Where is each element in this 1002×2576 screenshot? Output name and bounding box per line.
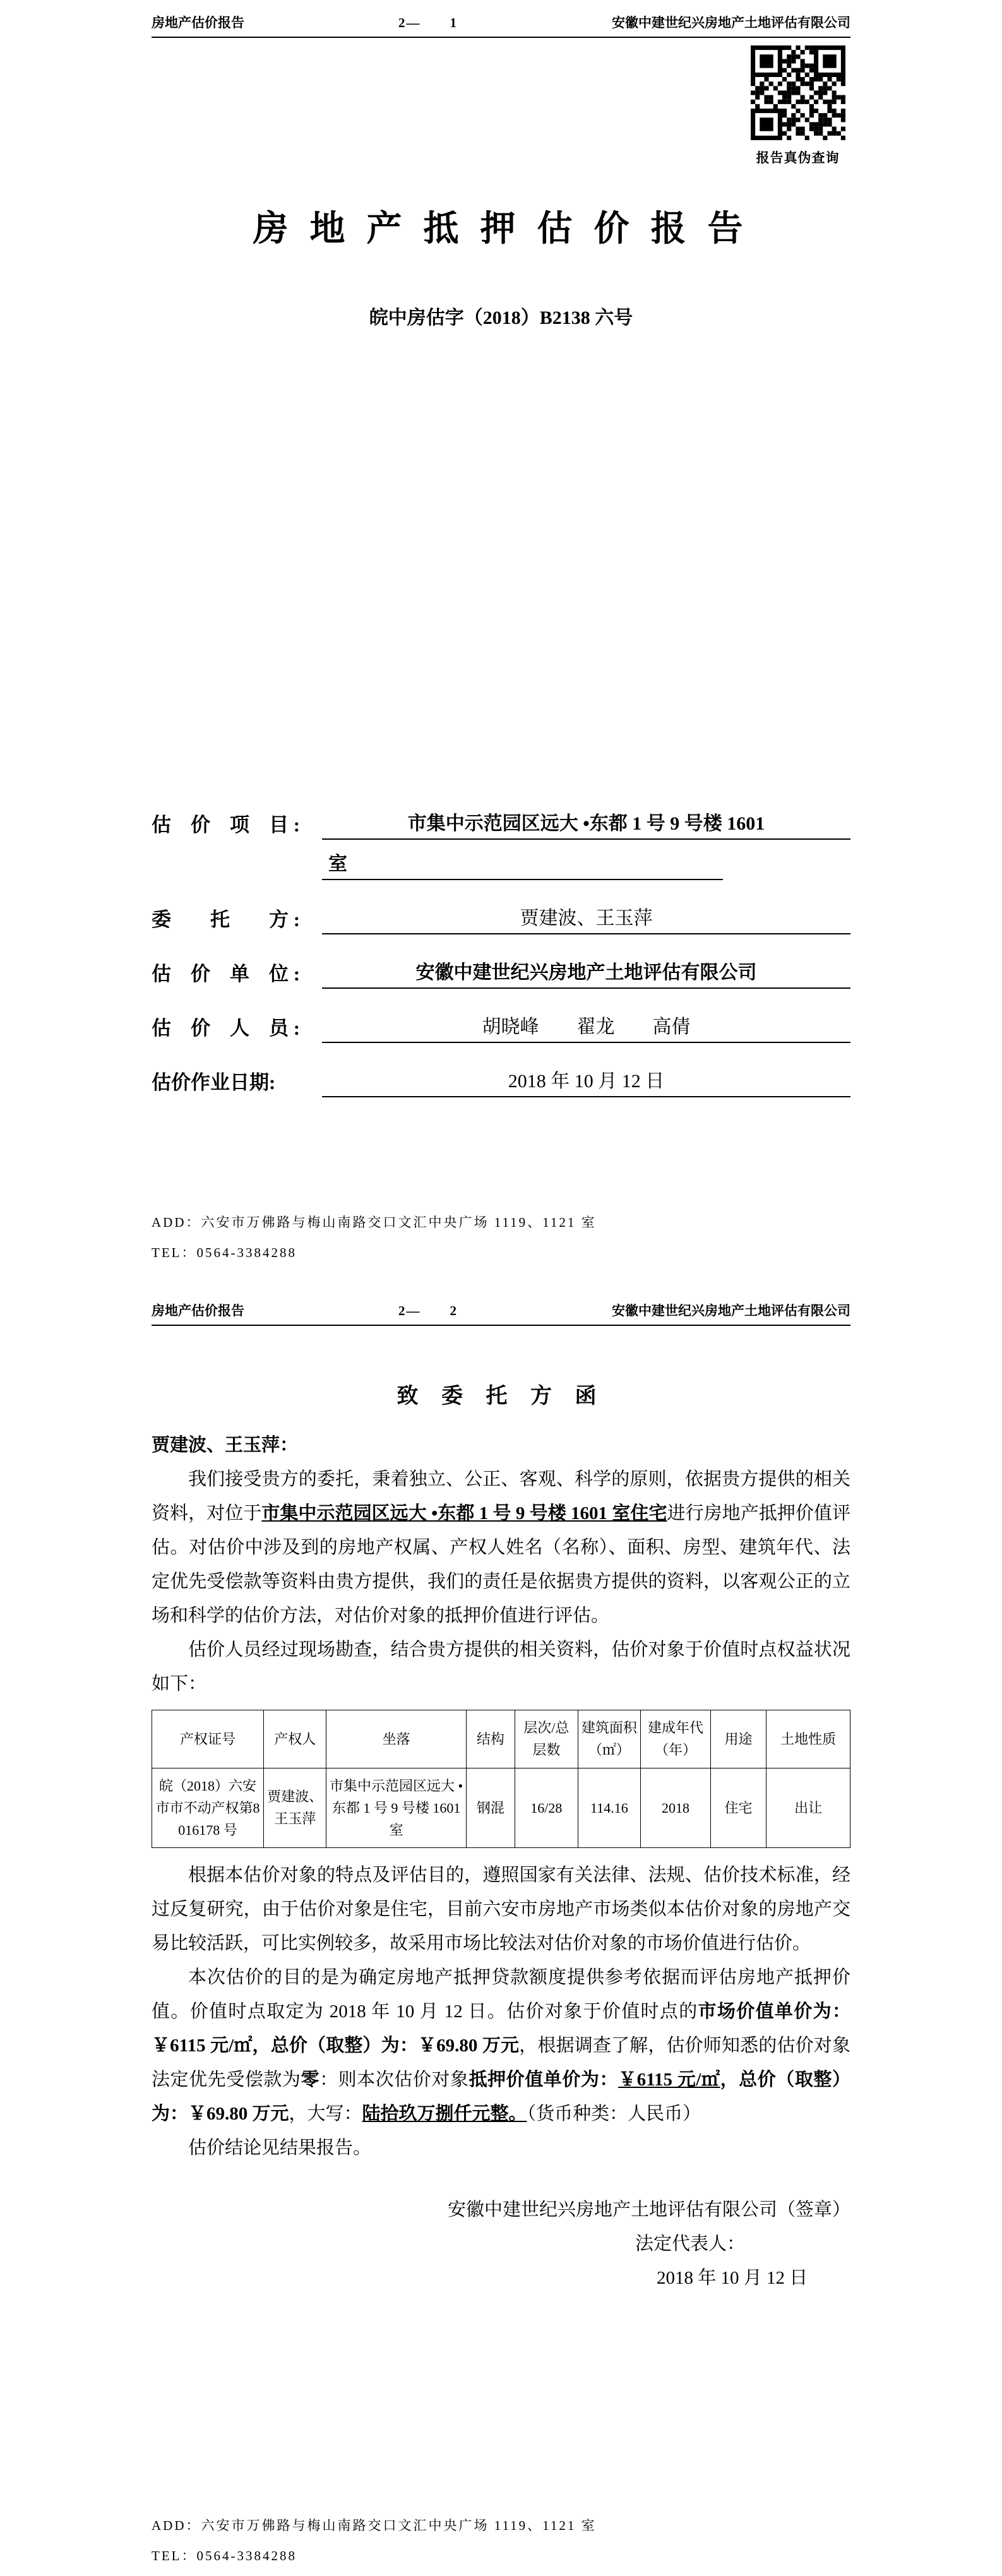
cell-land-nature: 出让 (766, 1768, 850, 1848)
cell-year-built: 2018 (641, 1768, 711, 1848)
col-header: 层次/总层数 (515, 1710, 578, 1768)
table-header-row (152, 1710, 850, 1768)
letter-title: 致 委 托 方 函 (397, 1385, 605, 1408)
cover-form (152, 809, 850, 1121)
mortgage-unit-price-value: ￥6115 元/㎡ (618, 2070, 720, 2090)
header-doc-type: 房地产估价报告 (152, 1303, 244, 1318)
page-footer (152, 1207, 850, 1268)
header-company-name: 安徽中建世纪兴房地产土地评估有限公司 (612, 15, 850, 30)
footer-address: ADD：六安市万佛路与梅山南路交口文汇中央广场 1119、1121 室 (152, 2518, 597, 2533)
field-staff-value: 胡晓峰 翟龙 高倩 (322, 1013, 850, 1043)
market-total-price-label: ，总价（取整）为： (252, 2036, 419, 2056)
market-unit-price-value: ￥6115 元/㎡ (152, 2036, 253, 2056)
paragraph-method: 根据本估价对象的特点及评估目的，遵照国家有关法律、法规、估价技术标准，经过反复研究，由于估价对象是住宅，目前六安市房地产市场类似本估价对象的房地产交易比较活跃，可比实例较多，故采用市场比较法对估价对象的市场价值进行估价。 (152, 1865, 850, 1954)
text-run: ：则本次估价对象 (319, 2070, 469, 2090)
header-doc-type: 房地产估价报告 (152, 15, 244, 30)
header-page-number: 2— 1 (398, 15, 458, 30)
col-header: 产权证号 (152, 1710, 264, 1768)
mortgage-unit-price-label: 抵押价值单价为： (468, 2070, 619, 2090)
cell-area: 114.16 (578, 1768, 641, 1848)
cell-location: 市集中示范园区远大 •东都 1 号 9 号楼 1601 室 (326, 1768, 466, 1848)
letter-body (152, 1383, 850, 2295)
field-staff-label: 估 价 人 员 : (152, 1017, 301, 1039)
footer-address: ADD：六安市万佛路与梅山南路交口文汇中央广场 1119、1121 室 (152, 1215, 597, 1230)
paragraph-valuation-result (152, 1960, 850, 2131)
text-run: 进行房地产抵押价值评估。对估价中涉及到的房地产权属、产权人姓名（名称）、面积、房型、建筑年代、法定优先受偿款等资料由贵方提供，我们的责任是依据贵方提供的资料，以客观公正的立场和科学的估价方法，对估价对象的抵押价值进行评估。 (152, 1503, 850, 1626)
field-staff (152, 1013, 850, 1043)
field-work-date-label: 估价作业日期: (152, 1071, 276, 1094)
document-number: 皖中房估字（2018）B2138 六号 (369, 307, 633, 328)
col-header: 建成年代（年） (641, 1710, 711, 1768)
amount-in-words: 陆拾玖万捌仟元整。 (362, 2104, 527, 2125)
col-header: 坐落 (326, 1710, 466, 1768)
field-work-date (152, 1067, 850, 1097)
field-agency-label: 估 价 单 位 : (152, 963, 301, 985)
text-run: 本次估价的目的是为确定房地产抵押贷款额度提供参考依据而评估房地产抵押价值。价值时点取定为 2018 年 10 月 12 日。估价对象于价值时点的 (152, 1967, 850, 2022)
col-header: 产权人 (263, 1710, 326, 1768)
footer-tel: TEL：0564-3384288 (152, 1245, 297, 1261)
page-footer (152, 2510, 850, 2572)
mortgage-total-price-value: ￥69.80 万元 (188, 2104, 289, 2125)
field-project-label: 估 价 项 目 : (152, 814, 301, 836)
field-project-value: 市集中示范园区远大 •东都 1 号 9 号楼 1601 (322, 809, 850, 840)
market-total-price-value: ￥69.80 万元 (418, 2036, 520, 2056)
signature-legal-rep: 法定代表人： (635, 2234, 746, 2255)
field-client-label: 委 托 方 : (152, 909, 301, 931)
page-header (152, 13, 850, 38)
field-client-value: 贾建波、王玉萍 (322, 904, 850, 934)
footer-tel: TEL：0564-3384288 (152, 2548, 297, 2564)
mortgage-total-price-label: ，总价（取整）为： (152, 2070, 850, 2125)
header-page-number: 2— 2 (398, 1303, 458, 1318)
field-project (152, 809, 850, 840)
text-run: ，根据调查了解，估价师知悉的估价对象法定优先受偿款为 (152, 2036, 850, 2090)
property-address-emphasis: 市集中示范园区远大 •东都 1 号 9 号楼 1601 室住宅 (261, 1503, 667, 1524)
text-run: 我们接受贵方的委托，秉着独立、公正、客观、科学的原则，依据贵方提供的相关资料，对位于 (152, 1469, 850, 1524)
text-run: （货币种类：人民币） (527, 2104, 701, 2125)
header-company-name: 安徽中建世纪兴房地产土地评估有限公司 (612, 1303, 850, 1318)
table-row (152, 1768, 850, 1848)
cell-floor: 16/28 (515, 1768, 578, 1848)
col-header: 用途 (710, 1710, 766, 1768)
signature-company: 安徽中建世纪兴房地产土地评估有限公司（签章） (447, 2200, 850, 2221)
field-work-date-value: 2018 年 10 月 12 日 (322, 1067, 850, 1097)
cell-owner: 贾建波、王玉萍 (263, 1768, 326, 1848)
page-2 (0, 1288, 1002, 2576)
qr-caption: 报告真伪查询 (756, 150, 840, 165)
col-header: 建筑面积（㎡） (578, 1710, 641, 1768)
field-agency (152, 958, 850, 989)
signature-block (152, 2193, 850, 2295)
paragraph-conclusion: 估价结论见结果报告。 (188, 2138, 372, 2159)
paragraph-survey: 估价人员经过现场勘查，结合贵方提供的相关资料，估价对象于价值时点权益状况如下： (152, 1640, 850, 1695)
cell-usage: 住宅 (710, 1768, 766, 1848)
market-unit-price-label: 市场价值单价为： (698, 2001, 850, 2022)
qr-code (751, 45, 845, 140)
field-project-value-line2: 室 (322, 850, 723, 880)
signature-date: 2018 年 10 月 12 日 (657, 2268, 808, 2289)
paragraph-intro (152, 1462, 850, 1633)
page-header (152, 1301, 850, 1326)
field-agency-value: 安徽中建世纪兴房地产土地评估有限公司 (322, 958, 850, 989)
text-run: ，大写： (289, 2104, 362, 2125)
property-rights-table (152, 1710, 850, 1848)
cell-structure: 钢混 (466, 1768, 515, 1848)
salutation: 贾建波、王玉萍： (152, 1435, 299, 1456)
col-header: 结构 (466, 1710, 515, 1768)
cell-certificate-no: 皖（2018）六安市市不动产权第8016178 号 (152, 1768, 264, 1848)
qr-verification-block (743, 45, 853, 167)
col-header: 土地性质 (766, 1710, 850, 1768)
report-title: 房 地 产 抵 押 估 价 报 告 (253, 210, 749, 249)
priority-repayment-zero: 零 (301, 2070, 320, 2090)
field-project-line2 (152, 850, 850, 880)
field-client (152, 904, 850, 934)
